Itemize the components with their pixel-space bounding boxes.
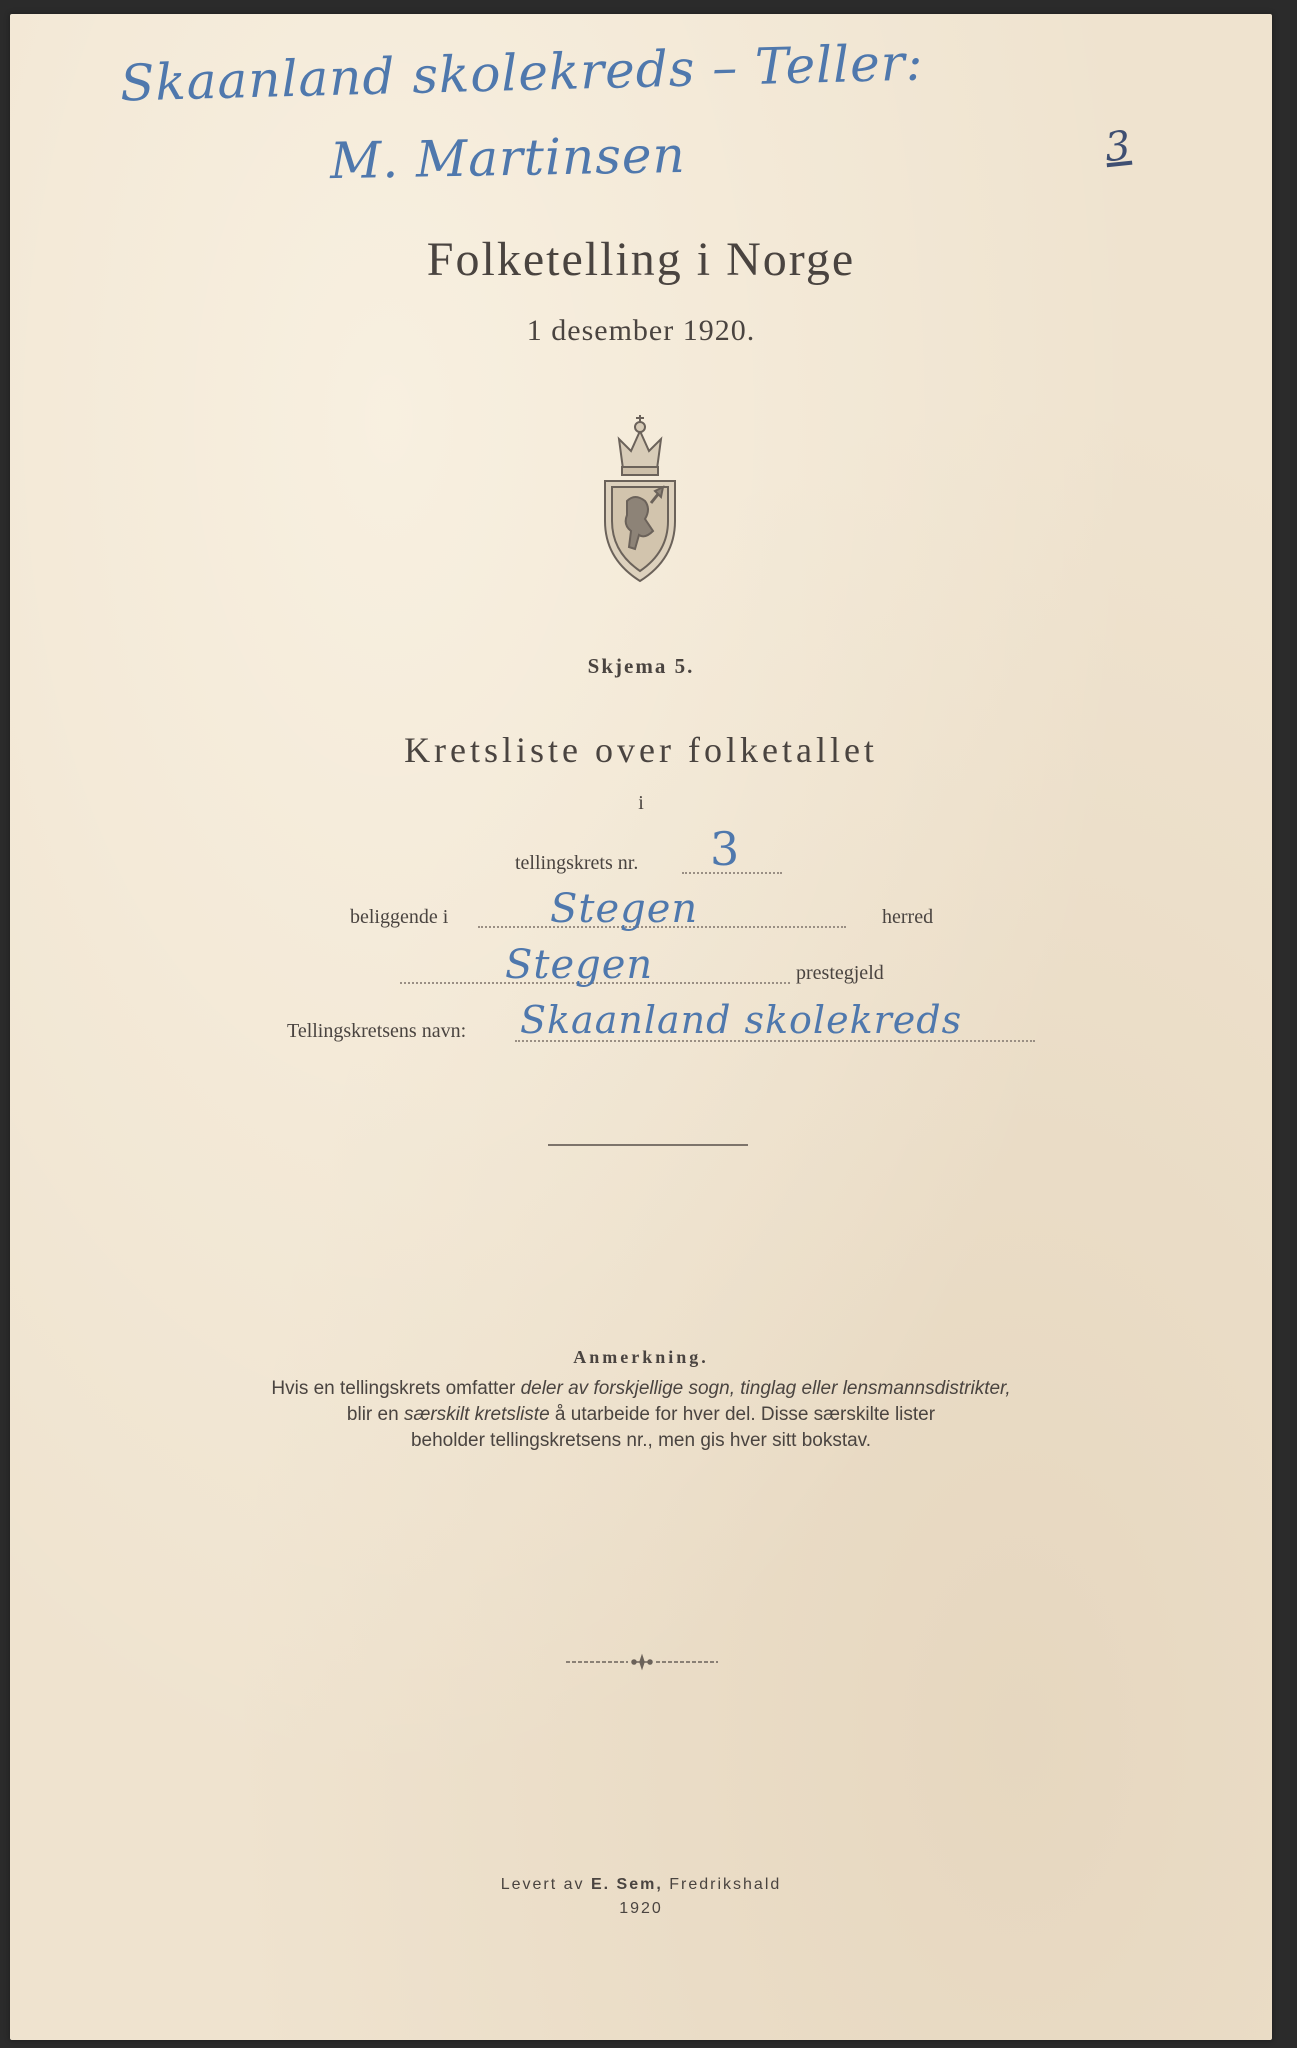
label-tellingskrets-nr: tellingskrets nr. — [515, 852, 639, 874]
form-heading: Kretsliste over folketallet — [404, 730, 878, 770]
label-herred: herred — [882, 906, 934, 928]
footer-year: 1920 — [619, 1900, 663, 1917]
form-i: i — [638, 792, 644, 814]
handwritten-krets-name: Skaanland skolekreds — [520, 998, 963, 1042]
handwritten-header-line1: Skaanland skolekreds – Teller: — [119, 33, 925, 113]
label-prestegjeld: prestegjeld — [796, 962, 884, 984]
note-line-2-c: å utarbeide for hver del. Disse særskilte lister — [549, 1404, 936, 1425]
note-line-2-b: særskilt kretsliste — [403, 1404, 550, 1425]
ornament-divider-icon — [562, 1652, 722, 1672]
footer-prefix: Levert av — [500, 1876, 591, 1893]
note-line-2-a: blir en — [346, 1404, 404, 1425]
label-beliggende-i: beliggende i — [350, 906, 449, 928]
handwritten-krets-number: 3 — [710, 822, 741, 876]
norwegian-coat-of-arms-icon — [595, 409, 685, 589]
label-tellingskretsens-navn: Tellingskretsens navn: — [287, 1020, 467, 1042]
printer-credit — [10, 1876, 1272, 1894]
handwritten-prestegjeld: Stegen — [505, 942, 654, 988]
handwritten-herred: Stegen — [550, 886, 699, 932]
note-body — [10, 1376, 1272, 1454]
note-line-1-a: Hvis en tellingskrets omfatter — [271, 1378, 521, 1399]
document-title: Folketelling i Norge — [426, 233, 856, 286]
note-line-1 — [10, 1376, 1272, 1402]
document-page — [10, 14, 1272, 2040]
note-line-1-b: deler av forskjellige sogn, tinglag eller lensmannsdistrikter, — [520, 1378, 1011, 1399]
handwritten-page-number: 3 — [1102, 122, 1133, 172]
schema-label: Skjema 5. — [587, 654, 695, 678]
footer-printer: E. Sem, — [590, 1876, 663, 1893]
handwritten-header-line2: M. Martinsen — [329, 125, 687, 191]
footer-place: Fredrikshald — [662, 1876, 782, 1893]
note-line-2 — [10, 1402, 1272, 1428]
note-line-3: beholder tellingskretsens nr., men gis hver sitt bokstav. — [410, 1430, 872, 1451]
note-title: Anmerkning. — [573, 1347, 709, 1367]
document-date: 1 desember 1920. — [526, 314, 756, 347]
divider-rule — [548, 1144, 748, 1146]
